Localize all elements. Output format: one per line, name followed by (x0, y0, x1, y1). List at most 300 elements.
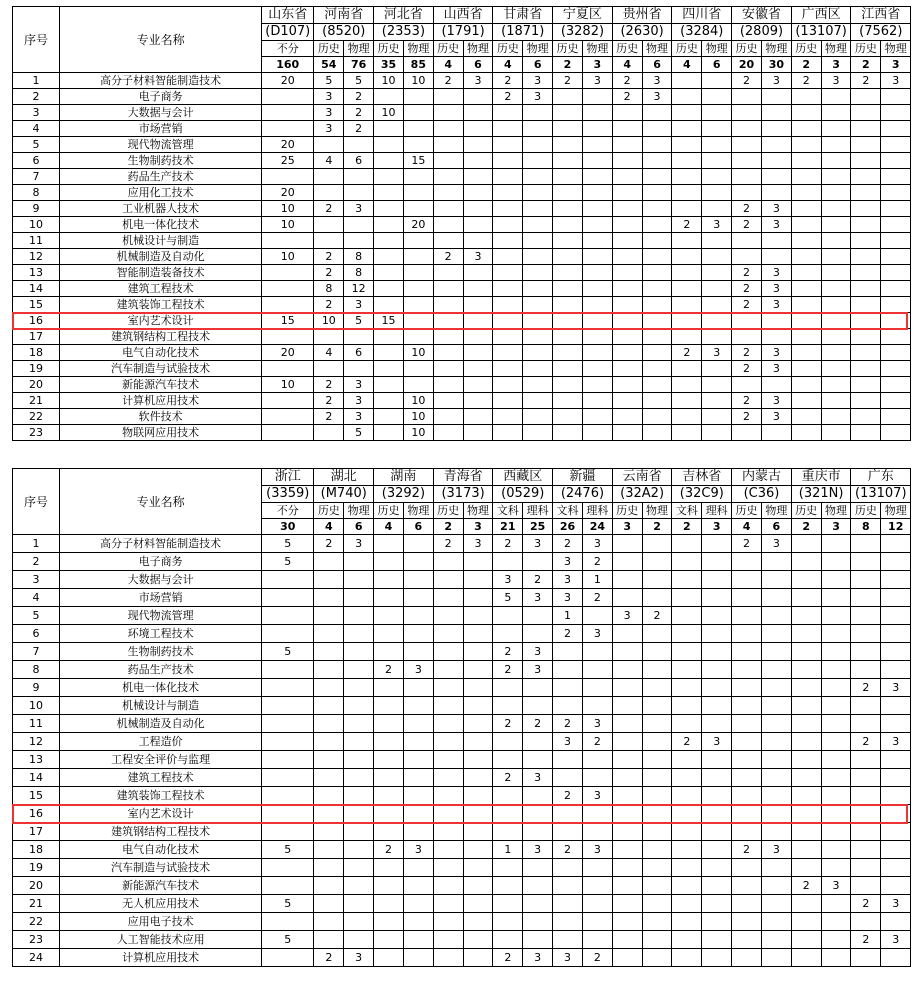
quota-cell (761, 589, 791, 607)
quota-cell (433, 281, 463, 297)
quota-cell (262, 89, 314, 105)
quota-cell (881, 697, 911, 715)
quota-cell (761, 913, 791, 931)
quota-cell: 20 (262, 137, 314, 153)
quota-cell (672, 137, 702, 153)
quota-cell (553, 153, 583, 169)
quota-cell (262, 859, 314, 877)
row-number: 22 (13, 409, 60, 425)
quota-cell (881, 409, 911, 425)
quota-cell (612, 233, 642, 249)
quota-cell: 3 (523, 949, 553, 967)
table-row (13, 153, 911, 169)
province-code: (13107) (791, 24, 851, 41)
quota-cell (262, 823, 314, 841)
quota-cell (732, 877, 762, 895)
quota-cell (262, 329, 314, 345)
quota-cell: 2 (851, 679, 881, 697)
row-number: 15 (13, 297, 60, 313)
quota-cell (821, 201, 851, 217)
quota-cell (761, 733, 791, 751)
quota-cell (821, 377, 851, 393)
quota-cell (523, 787, 553, 805)
quota-cell (612, 769, 642, 787)
quota-cell (672, 571, 702, 589)
quota-cell (523, 679, 553, 697)
quota-cell (344, 697, 374, 715)
quota-cell: 10 (262, 377, 314, 393)
table-row (13, 823, 911, 841)
quota-cell (791, 913, 821, 931)
subject-type-header: 理科 (582, 503, 612, 519)
row-number: 1 (13, 73, 60, 89)
quota-cell: 10 (374, 73, 404, 89)
quota-cell (463, 105, 493, 121)
quota-total: 21 (493, 519, 523, 535)
table-row (13, 661, 911, 679)
quota-cell (582, 297, 612, 313)
quota-cell (463, 787, 493, 805)
province-name: 西藏区 (493, 469, 553, 486)
quota-cell (821, 409, 851, 425)
quota-cell (642, 589, 672, 607)
quota-cell (493, 823, 523, 841)
quota-cell (791, 661, 821, 679)
major-name: 大数据与会计 (60, 571, 262, 589)
quota-cell (672, 89, 702, 105)
quota-cell: 2 (851, 73, 881, 89)
quota-cell: 3 (523, 535, 553, 553)
quota-cell (493, 425, 523, 441)
quota-cell (702, 393, 732, 409)
quota-cell: 3 (821, 73, 851, 89)
quota-cell (732, 859, 762, 877)
quota-cell (493, 679, 523, 697)
major-name: 建筑装饰工程技术 (60, 787, 262, 805)
quota-cell (403, 201, 433, 217)
province-name: 湖北 (314, 469, 374, 486)
quota-cell (672, 589, 702, 607)
quota-cell (702, 361, 732, 377)
quota-cell (344, 859, 374, 877)
quota-cell (493, 913, 523, 931)
subject-type-header: 物理 (821, 41, 851, 57)
quota-cell (821, 425, 851, 441)
quota-cell (262, 679, 314, 697)
province-code: (M740) (314, 486, 374, 503)
quota-cell (672, 643, 702, 661)
quota-cell (881, 553, 911, 571)
quota-cell (642, 877, 672, 895)
quota-cell (672, 233, 702, 249)
quota-cell (553, 931, 583, 949)
quota-cell (374, 393, 404, 409)
province-name: 河南省 (314, 7, 374, 24)
quota-cell (433, 89, 463, 105)
quota-cell (702, 679, 732, 697)
row-number: 21 (13, 393, 60, 409)
quota-total: 20 (732, 57, 762, 73)
quota-cell: 2 (433, 249, 463, 265)
quota-cell (672, 535, 702, 553)
quota-cell (672, 751, 702, 769)
quota-cell (672, 895, 702, 913)
quota-cell (821, 329, 851, 345)
quota-cell: 2 (791, 73, 821, 89)
quota-cell: 2 (732, 297, 762, 313)
quota-cell (374, 169, 404, 185)
quota-cell (761, 895, 791, 913)
quota-cell (403, 697, 433, 715)
quota-cell: 6 (344, 153, 374, 169)
quota-cell: 2 (642, 607, 672, 625)
quota-cell (553, 425, 583, 441)
quota-cell (881, 535, 911, 553)
quota-cell (702, 643, 732, 661)
quota-cell (344, 679, 374, 697)
quota-cell (612, 751, 642, 769)
quota-cell (642, 571, 672, 589)
quota-cell (732, 733, 762, 751)
quota-cell (732, 89, 762, 105)
quota-cell (732, 697, 762, 715)
quota-cell (433, 329, 463, 345)
major-name-header: 专业名称 (60, 7, 262, 73)
quota-cell (523, 137, 553, 153)
quota-cell (612, 137, 642, 153)
quota-cell (851, 185, 881, 201)
quota-cell (851, 137, 881, 153)
quota-cell (672, 679, 702, 697)
quota-cell (463, 169, 493, 185)
quota-cell (463, 233, 493, 249)
quota-cell (642, 733, 672, 751)
quota-cell (374, 787, 404, 805)
quota-cell (761, 553, 791, 571)
quota-cell (344, 751, 374, 769)
quota-cell (403, 361, 433, 377)
quota-cell: 25 (262, 153, 314, 169)
quota-cell: 3 (523, 643, 553, 661)
row-number: 10 (13, 697, 60, 715)
quota-cell: 8 (314, 281, 344, 297)
quota-cell (523, 859, 553, 877)
quota-cell (791, 553, 821, 571)
quota-cell (314, 841, 344, 859)
quota-cell (582, 679, 612, 697)
quota-cell (582, 137, 612, 153)
row-number: 4 (13, 121, 60, 137)
row-number: 20 (13, 877, 60, 895)
quota-cell (344, 643, 374, 661)
subject-type-header: 历史 (493, 41, 523, 57)
quota-cell: 4 (314, 153, 344, 169)
quota-cell (642, 281, 672, 297)
quota-cell (612, 105, 642, 121)
quota-cell (523, 625, 553, 643)
quota-cell: 3 (344, 297, 374, 313)
quota-cell (672, 787, 702, 805)
subject-type-header: 物理 (881, 503, 911, 519)
quota-cell (314, 361, 344, 377)
quota-cell: 2 (732, 281, 762, 297)
row-number: 5 (13, 607, 60, 625)
quota-cell (672, 329, 702, 345)
subject-type-header: 物理 (761, 503, 791, 519)
quota-cell (672, 153, 702, 169)
quota-cell (881, 361, 911, 377)
quota-cell (881, 297, 911, 313)
quota-cell (791, 823, 821, 841)
quota-cell (612, 297, 642, 313)
enrollment-table-2 (12, 468, 911, 967)
row-number: 14 (13, 281, 60, 297)
quota-cell (553, 89, 583, 105)
quota-cell (761, 249, 791, 265)
quota-cell (821, 913, 851, 931)
quota-cell: 3 (553, 553, 583, 571)
quota-cell: 3 (881, 73, 911, 89)
province-name: 河北省 (374, 7, 434, 24)
quota-cell (582, 233, 612, 249)
quota-cell (672, 425, 702, 441)
quota-cell (702, 73, 732, 89)
province-name: 广西区 (791, 7, 851, 24)
table-row (13, 409, 911, 425)
quota-cell (761, 169, 791, 185)
quota-cell (374, 679, 404, 697)
row-number: 4 (13, 589, 60, 607)
quota-cell: 3 (881, 931, 911, 949)
major-name: 智能制造装备技术 (60, 265, 262, 281)
quota-cell (314, 553, 344, 571)
row-number: 5 (13, 137, 60, 153)
province-code: (2809) (732, 24, 792, 41)
table-row (13, 571, 911, 589)
major-name: 生物制药技术 (60, 153, 262, 169)
quota-cell (791, 169, 821, 185)
quota-cell (761, 607, 791, 625)
quota-cell (374, 297, 404, 313)
quota-cell (791, 643, 821, 661)
quota-cell (702, 153, 732, 169)
subject-type-header: 历史 (732, 503, 762, 519)
quota-cell (374, 185, 404, 201)
quota-cell: 3 (582, 535, 612, 553)
quota-cell (672, 73, 702, 89)
quota-total: 6 (463, 57, 493, 73)
table-row (13, 697, 911, 715)
table-row (13, 643, 911, 661)
quota-cell (642, 625, 672, 643)
quota-cell (821, 153, 851, 169)
major-name: 汽车制造与试验技术 (60, 859, 262, 877)
quota-cell (642, 393, 672, 409)
quota-cell (702, 185, 732, 201)
quota-cell (702, 535, 732, 553)
quota-cell (314, 931, 344, 949)
quota-cell (791, 377, 821, 393)
quota-cell (374, 121, 404, 137)
quota-cell (582, 169, 612, 185)
province-code: (C36) (732, 486, 792, 503)
major-name: 工业机器人技术 (60, 201, 262, 217)
quota-cell (433, 571, 463, 589)
quota-cell (851, 823, 881, 841)
major-name: 室内艺术设计 (60, 805, 262, 823)
quota-cell (553, 913, 583, 931)
quota-cell (881, 121, 911, 137)
quota-cell (761, 877, 791, 895)
quota-cell (851, 409, 881, 425)
quota-cell (262, 105, 314, 121)
quota-cell (314, 169, 344, 185)
quota-cell (262, 913, 314, 931)
quota-cell (642, 121, 672, 137)
quota-cell: 10 (374, 105, 404, 121)
quota-cell (642, 787, 672, 805)
major-name: 汽车制造与试验技术 (60, 361, 262, 377)
quota-cell (702, 169, 732, 185)
quota-cell (732, 949, 762, 967)
quota-cell (344, 361, 374, 377)
quota-cell (732, 769, 762, 787)
table-row (13, 877, 911, 895)
quota-cell (493, 859, 523, 877)
quota-cell: 10 (403, 345, 433, 361)
quota-cell (732, 607, 762, 625)
quota-cell (702, 913, 732, 931)
major-name: 机械制造及自动化 (60, 249, 262, 265)
quota-cell (433, 913, 463, 931)
subject-type-header: 物理 (344, 41, 374, 57)
table-row (13, 137, 911, 153)
quota-cell (523, 607, 553, 625)
quota-cell: 3 (463, 73, 493, 89)
quota-cell (344, 607, 374, 625)
quota-cell: 3 (403, 841, 433, 859)
row-number: 19 (13, 361, 60, 377)
quota-cell: 3 (761, 265, 791, 281)
quota-cell (821, 169, 851, 185)
quota-cell (642, 153, 672, 169)
quota-cell (761, 153, 791, 169)
quota-cell (582, 121, 612, 137)
quota-cell (791, 89, 821, 105)
quota-cell: 10 (403, 409, 433, 425)
quota-cell (433, 895, 463, 913)
quota-cell (433, 787, 463, 805)
quota-cell (403, 169, 433, 185)
quota-cell (314, 233, 344, 249)
quota-cell (314, 859, 344, 877)
row-16-highlight-table-2 (12, 804, 908, 824)
quota-cell (582, 393, 612, 409)
major-name: 室内艺术设计 (60, 313, 262, 329)
major-name: 机械设计与制造 (60, 697, 262, 715)
major-name: 电子商务 (60, 553, 262, 571)
row-number: 11 (13, 715, 60, 733)
quota-cell: 3 (553, 733, 583, 751)
quota-cell (553, 393, 583, 409)
row-number: 11 (13, 233, 60, 249)
quota-cell: 3 (314, 121, 344, 137)
quota-cell (791, 841, 821, 859)
quota-cell (262, 169, 314, 185)
quota-cell (344, 571, 374, 589)
quota-cell (463, 769, 493, 787)
quota-cell (851, 877, 881, 895)
quota-cell (314, 217, 344, 233)
quota-cell: 3 (761, 841, 791, 859)
quota-cell (344, 589, 374, 607)
quota-cell (672, 377, 702, 393)
quota-cell (672, 661, 702, 679)
quota-cell (791, 769, 821, 787)
quota-cell (612, 661, 642, 679)
quota-cell (314, 625, 344, 643)
row-number: 3 (13, 571, 60, 589)
quota-total: 4 (374, 519, 404, 535)
quota-cell (612, 679, 642, 697)
quota-cell (851, 841, 881, 859)
quota-cell: 12 (344, 281, 374, 297)
table-row (13, 787, 911, 805)
province-code: (2630) (612, 24, 672, 41)
quota-total: 2 (553, 57, 583, 73)
quota-cell (732, 153, 762, 169)
quota-cell (791, 949, 821, 967)
table-row (13, 733, 911, 751)
subject-type-header: 不分 (262, 503, 314, 519)
quota-cell (582, 105, 612, 121)
quota-cell (344, 169, 374, 185)
quota-cell (791, 589, 821, 607)
quota-cell (582, 153, 612, 169)
quota-cell (553, 661, 583, 679)
quota-cell (851, 697, 881, 715)
quota-cell (821, 233, 851, 249)
quota-cell (493, 393, 523, 409)
quota-cell (553, 185, 583, 201)
major-name: 环境工程技术 (60, 625, 262, 643)
table-row (13, 553, 911, 571)
quota-cell (881, 329, 911, 345)
quota-cell (463, 661, 493, 679)
quota-cell (582, 409, 612, 425)
quota-cell (314, 751, 344, 769)
quota-cell: 2 (314, 297, 344, 313)
quota-cell (582, 643, 612, 661)
row-number: 14 (13, 769, 60, 787)
quota-cell (732, 249, 762, 265)
quota-cell (642, 697, 672, 715)
quota-cell (403, 769, 433, 787)
quota-cell (791, 895, 821, 913)
quota-cell: 10 (262, 201, 314, 217)
quota-cell (403, 281, 433, 297)
quota-cell: 2 (791, 877, 821, 895)
subject-type-header: 历史 (374, 503, 404, 519)
quota-cell (821, 769, 851, 787)
quota-cell (821, 105, 851, 121)
major-name: 高分子材料智能制造技术 (60, 535, 262, 553)
quota-cell (314, 895, 344, 913)
quota-cell (463, 715, 493, 733)
quota-cell (314, 185, 344, 201)
quota-cell (761, 769, 791, 787)
quota-cell (702, 931, 732, 949)
